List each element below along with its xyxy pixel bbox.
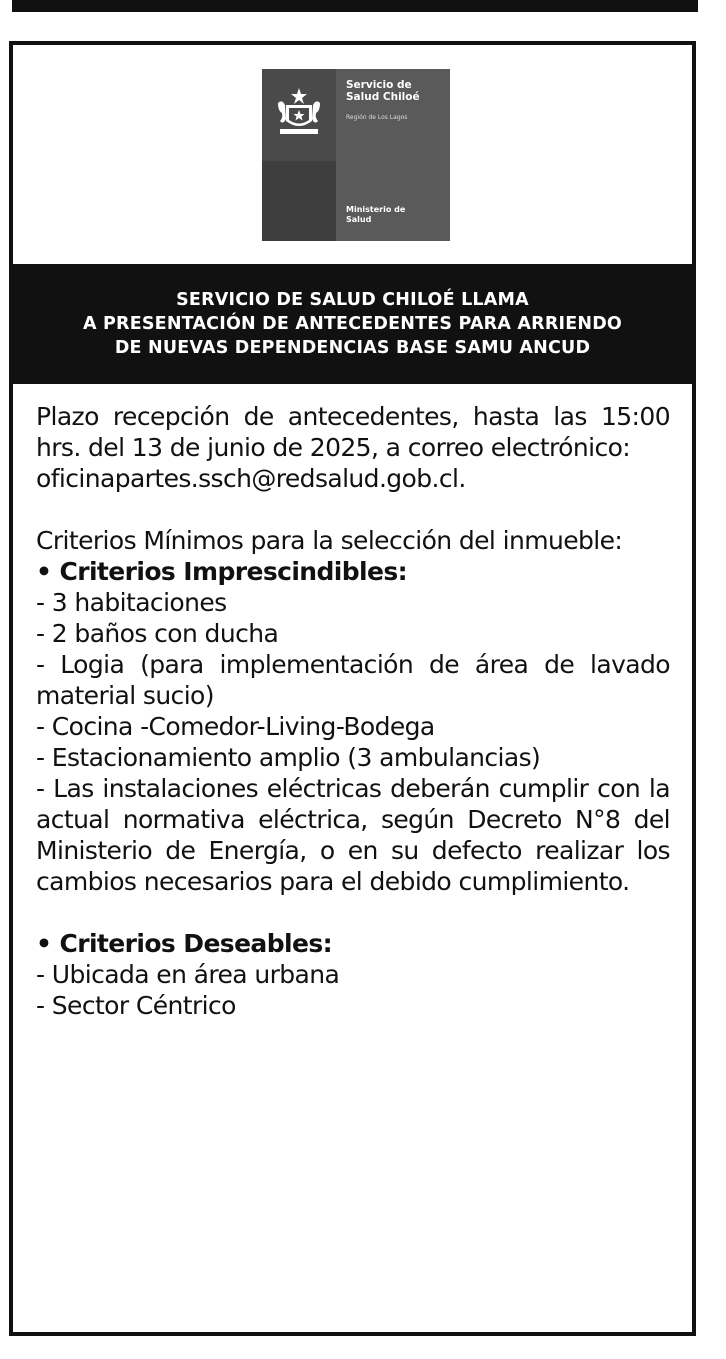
logo-service-name: Servicio de Salud Chiloé: [346, 79, 420, 103]
title-line: SERVICIO DE SALUD CHILOÉ LLAMA: [176, 290, 529, 310]
servicio-salud-logo: [262, 69, 450, 241]
desirable-criteria-heading: • Criterios Deseables:: [36, 929, 333, 958]
title-line: A PRESENTACIÓN DE ANTECEDENTES PARA ARRIENDO: [82, 314, 623, 334]
criteria-intro: Criterios Mínimos para la selección del inmueble:: [36, 526, 623, 555]
notice-title: [13, 264, 692, 384]
essential-criteria-heading: • Criterios Imprescindibles:: [36, 557, 408, 586]
email-address: oficinapartes.ssch@redsalud.gob.cl.: [36, 464, 466, 493]
logo-red-strip: [262, 161, 336, 241]
list-item: - Ubicada en área urbana: [36, 960, 340, 989]
list-item: - 3 habitaciones: [36, 588, 227, 617]
public-notice: [9, 41, 696, 1336]
top-border-bar: [12, 0, 698, 12]
list-item: - Estacionamiento amplio (3 ambulancias): [36, 743, 541, 772]
notice-body: [36, 401, 670, 1021]
list-item: - Las instalaciones eléctricas deberán cumplir con la actual normativa eléctrica, según Decreto N°8 del Ministerio de Energía, o en su defecto realizar los cambios necesarios para el debido cumplimiento.: [36, 774, 670, 896]
logo-ministry: Ministerio de Salud: [346, 205, 406, 224]
list-item: - 2 baños con ducha: [36, 619, 279, 648]
coat-of-arms-icon: [274, 85, 324, 139]
deadline-text: Plazo recepción de antecedentes, hasta las 15:00 hrs. del 13 de junio de 2025, a correo electrónico:: [36, 402, 670, 462]
list-item: - Sector Céntrico: [36, 991, 236, 1020]
logo-region: Región de Los Lagos: [346, 114, 408, 121]
list-item: - Logia (para implementación de área de lavado material sucio): [36, 650, 670, 710]
title-line: DE NUEVAS DEPENDENCIAS BASE SAMU ANCUD: [114, 338, 591, 358]
list-item: - Cocina -Comedor-Living-Bodega: [36, 712, 435, 741]
logo-area: [13, 45, 692, 264]
